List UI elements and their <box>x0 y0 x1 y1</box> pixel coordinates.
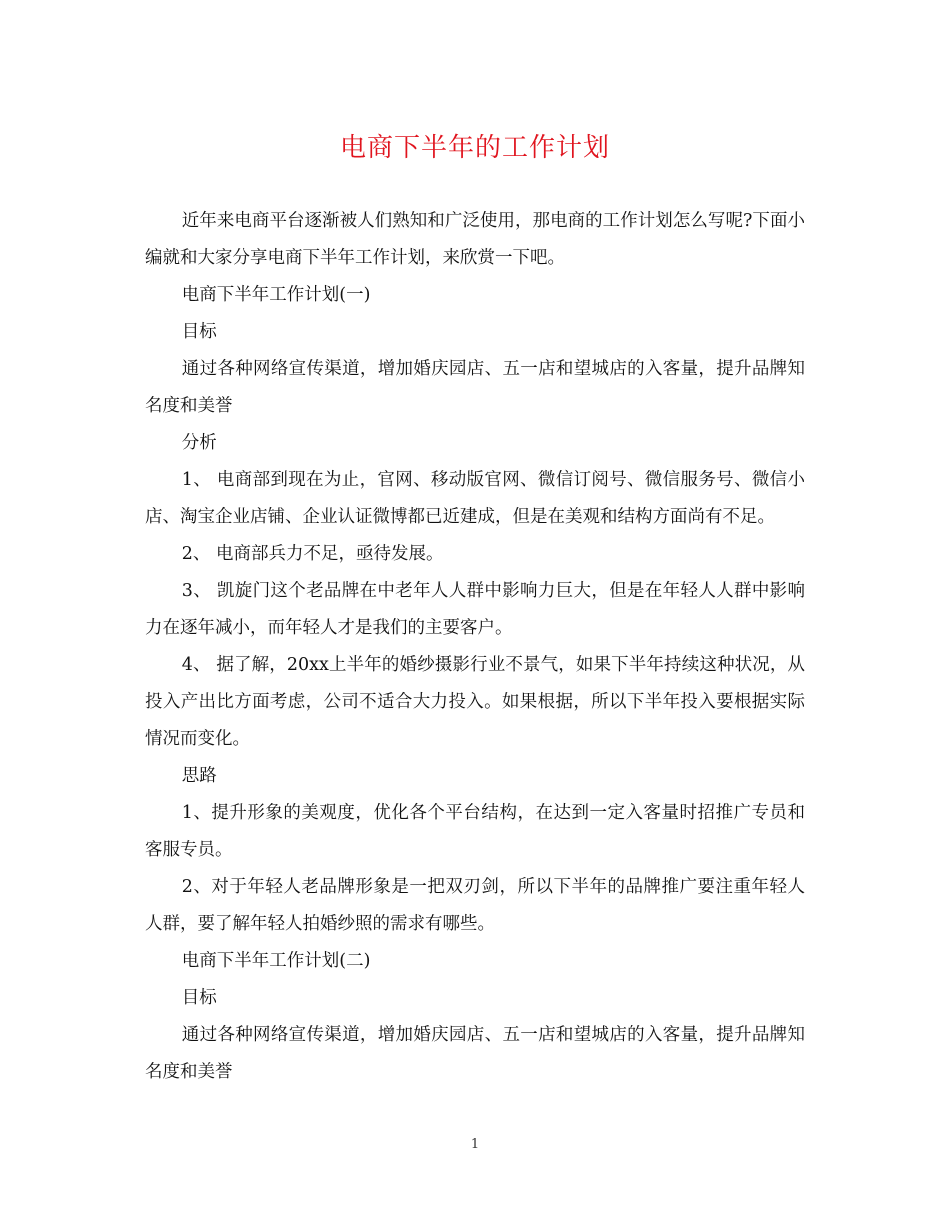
paragraph-intro: 近年来电商平台逐渐被人们熟知和广泛使用，那电商的工作计划怎么写呢?下面小编就和大家分享电商下半年工作计划，来欣赏一下吧。 <box>145 211 805 268</box>
document-body <box>145 203 805 1091</box>
section-heading-plan-2: 电商下半年工作计划(二) <box>181 951 371 971</box>
analysis-item-1: 1、 电商部到现在为止，官网、移动版官网、微信订阅号、微信服务号、微信小店、淘宝企业店铺、企业认证微博都已近建成，但是在美观和结构方面尚有不足。 <box>145 470 805 527</box>
subheading-analysis: 分析 <box>181 433 217 453</box>
page-number: 1 <box>470 1137 480 1152</box>
section-heading-plan-1: 电商下半年工作计划(一) <box>181 285 371 305</box>
approach-item-1: 1、提升形象的美观度，优化各个平台结构，在达到一定入客量时招推广专员和客服专员。 <box>145 803 805 860</box>
paragraph-goal-2: 通过各种网络宣传渠道，增加婚庆园店、五一店和望城店的入客量，提升品牌知名度和美誉 <box>145 1025 805 1082</box>
subheading-goal: 目标 <box>181 322 217 342</box>
paragraph-goal: 通过各种网络宣传渠道，增加婚庆园店、五一店和望城店的入客量，提升品牌知名度和美誉 <box>145 359 805 416</box>
approach-item-2: 2、对于年轻人老品牌形象是一把双刃剑，所以下半年的品牌推广要注重年轻人人群，要了解年轻人拍婚纱照的需求有哪些。 <box>145 877 805 934</box>
document-title: 电商下半年的工作计划 <box>339 133 610 163</box>
analysis-item-4: 4、 据了解，20xx上半年的婚纱摄影行业不景气，如果下半年持续这种状况，从投入产出比方面考虑，公司不适合大力投入。如果根据，所以下半年投入要根据实际情况而变化。 <box>145 655 805 749</box>
analysis-item-3: 3、 凯旋门这个老品牌在中老年人人群中影响力巨大，但是在年轻人人群中影响力在逐年减小，而年轻人才是我们的主要客户。 <box>145 581 805 638</box>
subheading-approach: 思路 <box>181 766 217 786</box>
analysis-item-2: 2、 电商部兵力不足，亟待发展。 <box>181 544 444 564</box>
subheading-goal-2: 目标 <box>181 988 217 1008</box>
